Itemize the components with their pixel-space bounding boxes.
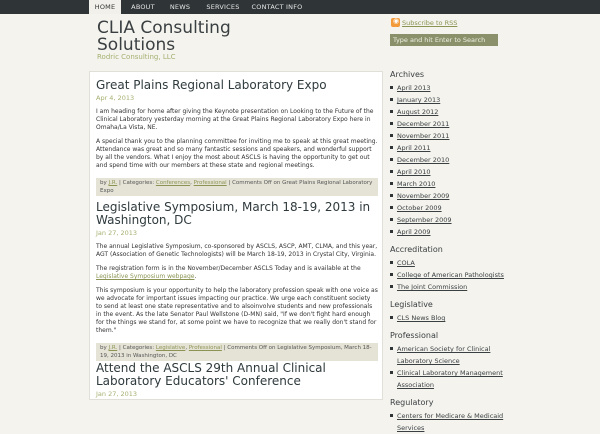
accreditation-link[interactable]: The Joint Commission	[390, 281, 510, 293]
professional-link[interactable]: American Society for Clinical Laboratory Science	[390, 343, 510, 367]
accreditation-list	[390, 257, 510, 293]
nav-contact-info[interactable]: CONTACT INFO	[251, 3, 303, 11]
meta-categories-label: | Categories:	[119, 180, 155, 186]
post-date: Apr 4, 2013	[96, 94, 135, 102]
nav-news[interactable]: NEWS	[169, 3, 191, 11]
archive-link[interactable]: April 2010	[390, 166, 510, 178]
post-title[interactable]: Great Plains Regional Laboratory Expo	[96, 78, 327, 92]
archives-list	[390, 82, 510, 238]
professional-link[interactable]: Clinical Laboratory Management Association	[390, 367, 510, 391]
nav-home[interactable]: HOME	[89, 0, 121, 14]
post-great-plains	[96, 79, 378, 196]
meta-author-link[interactable]: J.R.	[108, 345, 118, 351]
archive-link[interactable]: November 2009	[390, 190, 510, 202]
archive-link[interactable]: April 2009	[390, 226, 510, 238]
nav-services[interactable]: SERVICES	[206, 3, 240, 11]
archive-link[interactable]: April 2013	[390, 82, 510, 94]
site-title[interactable]: CLIA Consulting Solutions	[97, 18, 231, 55]
regulatory-link[interactable]: Centers for Medicare & Medicaid Services	[390, 410, 510, 434]
professional-list	[390, 343, 510, 391]
legislative-heading: Legislative	[390, 300, 433, 309]
post-date: Jan 27, 2013	[96, 390, 138, 398]
meta-category-link[interactable]: Professional	[188, 345, 222, 351]
rss-icon[interactable]: ◉	[393, 17, 400, 25]
nav-about[interactable]: ABOUT	[131, 3, 155, 11]
meta-by: by	[100, 345, 107, 351]
site-description: Rodric Consulting, LLC	[97, 53, 176, 61]
archives-heading: Archives	[390, 70, 425, 79]
meta-category-link[interactable]: Conferences	[155, 180, 191, 186]
archive-link[interactable]: December 2010	[390, 154, 510, 166]
archive-link[interactable]: March 2010	[390, 178, 510, 190]
archive-link[interactable]: December 2011	[390, 118, 510, 130]
regulatory-heading: Regulatory	[390, 398, 434, 407]
post-meta: by J.R. | Categories: Conferences, Professional | Comments Off on Great Plains Regional Laboratory Expo	[96, 178, 378, 196]
meta-comments: | Comments Off on Great Plains Regional Laboratory Expo	[100, 180, 373, 194]
post-legislative-symposium	[96, 201, 378, 361]
meta-categories-label: | Categories:	[119, 345, 155, 351]
post-meta: by J.R. | Categories: Legislative, Professional | Comments Off on Legislative Symposium, March 18-19, 2013 in Washington, DC	[96, 343, 378, 361]
archive-link[interactable]: September 2009	[390, 214, 510, 226]
search-input[interactable]: Type and hit Enter to Search	[390, 34, 498, 46]
legislative-list	[390, 312, 510, 324]
subscribe-rss-link[interactable]: Subscribe to RSS	[402, 19, 458, 27]
meta-by: by	[100, 180, 107, 186]
accreditation-link[interactable]: COLA	[390, 257, 510, 269]
professional-heading: Professional	[390, 331, 439, 340]
legislative-link[interactable]: CLS News Blog	[390, 312, 510, 324]
archive-link[interactable]: October 2009	[390, 202, 510, 214]
post-title[interactable]: Attend the ASCLS 29th Annual Clinical Laboratory Educators' Conference	[96, 361, 326, 388]
post-paragraph: The annual Legislative Symposium, co-sponsored by ASCLS, ASCP, AMT, CLMA, and this year, AGT (Association of Genetic Technologists) will be March 18-19, 2013 in Crystal City, Virginia.	[96, 243, 378, 258]
top-navigation	[0, 0, 600, 14]
post-educators-conference	[96, 362, 378, 398]
meta-comments: | Comments Off on Legislative Symposium, March 18-19, 2013 in Washington, DC	[100, 345, 372, 359]
main-content	[89, 71, 383, 400]
archive-link[interactable]: January 2013	[390, 94, 510, 106]
post-title[interactable]: Legislative Symposium, March 18-19, 2013 in Washington, DC	[96, 200, 371, 227]
post-paragraph: A special thank you to the planning committee for inviting me to speak at this great meeting. Attendance was great and so many fantastic sessions and speakers, and wonderful support by all the vendors. What I enjoy the most about ASCLS is having the opportunity to get out and spend time with our members at these state and regional meetings.	[96, 138, 378, 169]
post-paragraph: The registration form is in the November/December ASCLS Today and is available at the Legislative Symposium webpage.	[96, 265, 361, 280]
regulatory-list	[390, 410, 510, 434]
symposium-webpage-link[interactable]: Legislative Symposium webpage	[96, 273, 195, 280]
archive-link[interactable]: August 2012	[390, 106, 510, 118]
post-paragraph: I am heading for home after giving the Keynote presentation on Looking to the Future of the Clinical Laboratory yesterday morning at the Great Plains Regional Laboratory Expo here in Omaha/La Vista, NE.	[96, 108, 374, 131]
archive-link[interactable]: April 2011	[390, 142, 510, 154]
meta-category-link[interactable]: Professional	[193, 180, 227, 186]
accreditation-link[interactable]: College of American Pathologists	[390, 269, 510, 281]
accreditation-heading: Accreditation	[390, 245, 443, 254]
meta-category-link[interactable]: Legislative	[155, 345, 186, 351]
archive-link[interactable]: November 2011	[390, 130, 510, 142]
post-paragraph: This symposium is your opportunity to help the laboratory profession speak with one voice as we advocate for important issues impacting our practice. We urge each constituent society to send at least one state representative and to alsoinvolve students and new professionals in the event. As the late Senator Paul Wellstone (D-MN) said, "If we don't fight hard enough for the things we stand for, at some point we have to recognize that we really don't stand for them."	[96, 287, 378, 334]
sidebar	[390, 70, 510, 434]
post-date: Jan 27, 2013	[96, 229, 138, 237]
meta-author-link[interactable]: J.R.	[108, 180, 118, 186]
